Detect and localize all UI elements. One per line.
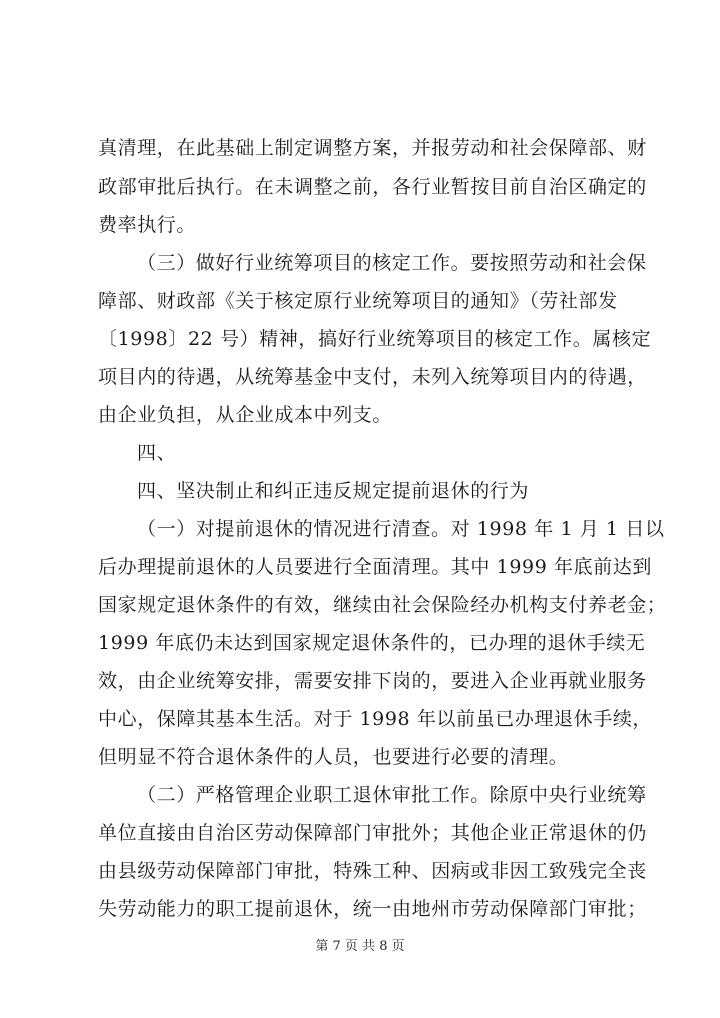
paragraph-start-line: （三）做好行业统筹项目的核定工作。要按照劳动和社会保 [137, 252, 647, 274]
section-number: 四、 [137, 442, 177, 464]
body-line: 由县级劳动保障部门审批，特殊工种、因病或非因工致残完全丧 [98, 860, 647, 882]
body-line: 〔1998〕22 号）精神，搞好行业统筹项目的核定工作。属核定 [98, 328, 652, 350]
body-line: 障部、财政部《关于核定原行业统筹项目的通知》（劳社部发 [98, 290, 618, 312]
body-line: 由企业负担，从企业成本中列支。 [98, 404, 393, 426]
body-line: 国家规定退休条件的有效，继续由社会保险经办机构支付养老金； [98, 594, 667, 616]
body-line: 政部审批后执行。在未调整之前，各行业暂按目前自治区确定的 [98, 176, 647, 198]
body-line: 项目内的待遇，从统筹基金中支付，未列入统筹项目内的待遇， [98, 366, 647, 388]
body-line: 1999 年底仍未达到国家规定退休条件的，已办理的退休手续无 [98, 632, 646, 654]
paragraph-start-line: （二）严格管理企业职工退休审批工作。除原中央行业统筹 [137, 784, 647, 806]
body-line: 效，由企业统筹安排，需要安排下岗的，要进入企业再就业服务 [98, 670, 647, 692]
body-line: 真清理，在此基础上制定调整方案，并报劳动和社会保障部、财 [98, 137, 647, 159]
body-line: 后办理提前退休的人员要进行全面清理。其中 1999 年底前达到 [98, 556, 653, 578]
body-line: 费率执行。 [98, 214, 197, 236]
body-line: 中心，保障其基本生活。对于 1998 年以前虽已办理退休手续， [98, 708, 653, 730]
body-line: 单位直接由自治区劳动保障部门审批外；其他企业正常退休的仍 [98, 822, 647, 844]
body-line: 失劳动能力的职工提前退休，统一由地州市劳动保障部门审批； [98, 898, 647, 920]
page-footer: 第 7 页 共 8 页 [315, 939, 405, 954]
paragraph-start-line: （一）对提前退休的情况进行清查。对 1998 年 1 月 1 日以 [137, 518, 665, 540]
section-heading: 四、坚决制止和纠正违反规定提前退休的行为 [137, 480, 530, 502]
body-line: 但明显不符合退休条件的人员，也要进行必要的清理。 [98, 746, 569, 768]
